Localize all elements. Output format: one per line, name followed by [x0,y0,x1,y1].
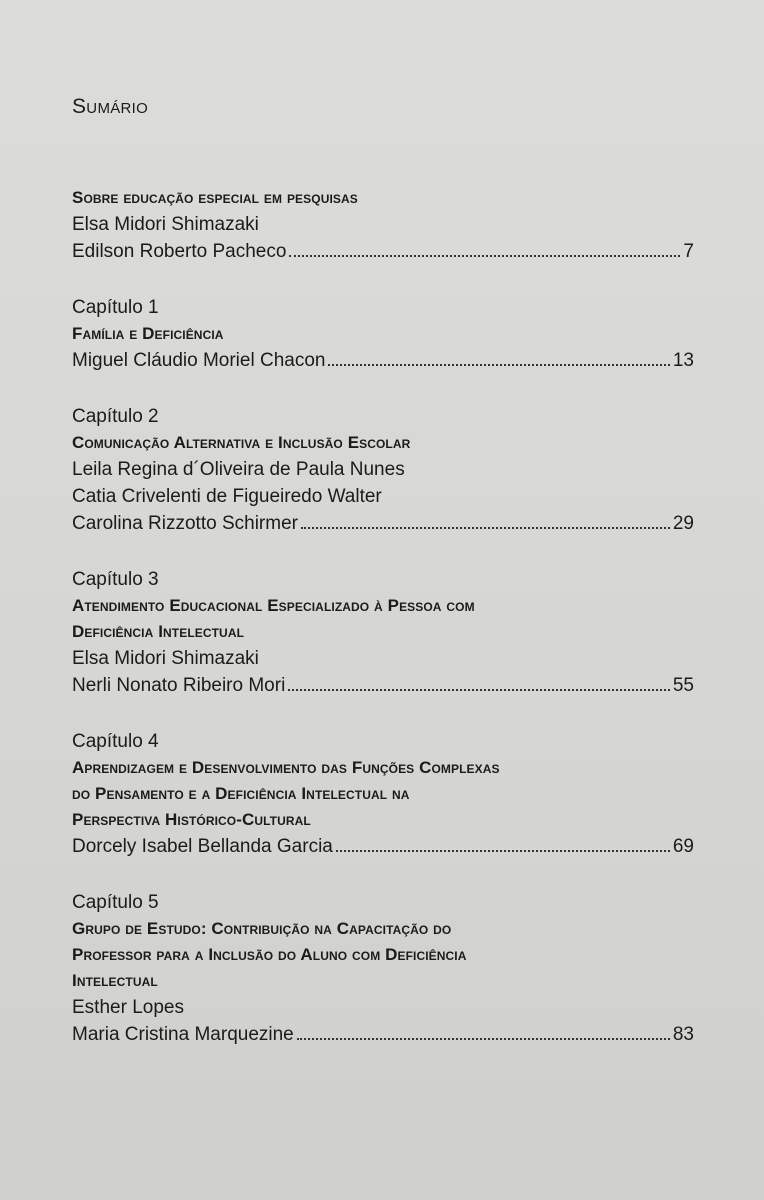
dot-leader [336,850,670,852]
table-of-contents [72,95,694,1078]
page-number: 29 [672,513,694,534]
chapter-label: Capítulo 4 [72,731,159,752]
dot-leader [301,527,670,529]
page-number: 7 [683,241,694,262]
toc-entry [72,890,694,1048]
author-name: Carolina Rizzotto Schirmer [72,513,298,534]
author-name: Nerli Nonato Ribeiro Mori [72,675,286,696]
chapter-label: Capítulo 5 [72,892,159,913]
page-title: Sumário [72,95,149,118]
author-page-line [72,510,694,537]
toc-entry [72,567,694,699]
dot-leader [288,689,670,691]
entry-title-line: Intelectual [72,971,158,990]
page-number: 13 [672,350,694,371]
chapter-label: Capítulo 2 [72,406,159,427]
author-name: Elsa Midori Shimazaki [72,648,259,669]
author-name: Edilson Roberto Pacheco [72,241,287,262]
entry-title-line: Atendimento Educacional Especializado à Pessoa com [72,596,475,615]
author-name: Esther Lopes [72,997,184,1018]
entry-title-line: Deficiência Intelectual [72,622,245,641]
toc-entries [72,185,694,1048]
dot-leader [297,1038,670,1040]
entry-title-line: Grupo de Estudo: Contribuição na Capacitação do [72,919,452,938]
toc-entry [72,185,694,265]
toc-entry [72,404,694,537]
entry-title-line: Professor para a Inclusão do Aluno com Deficiência [72,945,467,964]
author-page-line [72,1021,694,1048]
author-name: Catia Crivelenti de Figueiredo Walter [72,486,382,507]
author-name: Miguel Cláudio Moriel Chacon [72,350,326,371]
author-name: Elsa Midori Shimazaki [72,214,259,235]
author-page-line [72,238,694,265]
entry-title-line: Sobre educação especial em pesquisas [72,188,358,207]
page-number: 83 [672,1024,694,1045]
entry-title-line: Aprendizagem e Desenvolvimento das Funções Complexas [72,758,500,777]
page-number: 55 [672,675,694,696]
entry-title-line: Família e Deficiência [72,324,224,343]
author-name: Dorcely Isabel Bellanda Garcia [72,836,333,857]
author-page-line [72,833,694,860]
author-name: Maria Cristina Marquezine [72,1024,294,1045]
dot-leader [328,364,669,366]
chapter-label: Capítulo 1 [72,297,159,318]
dot-leader [289,255,680,257]
author-name: Leila Regina d´Oliveira de Paula Nunes [72,459,405,480]
entry-title-line: do Pensamento e a Deficiência Intelectual na [72,784,410,803]
entry-title-line: Comunicação Alternativa e Inclusão Escolar [72,433,411,452]
author-page-line [72,347,694,374]
page-number: 69 [672,836,694,857]
chapter-label: Capítulo 3 [72,569,159,590]
toc-entry [72,729,694,860]
author-page-line [72,672,694,699]
toc-entry [72,295,694,374]
entry-title-line: Perspectiva Histórico-Cultural [72,810,311,829]
